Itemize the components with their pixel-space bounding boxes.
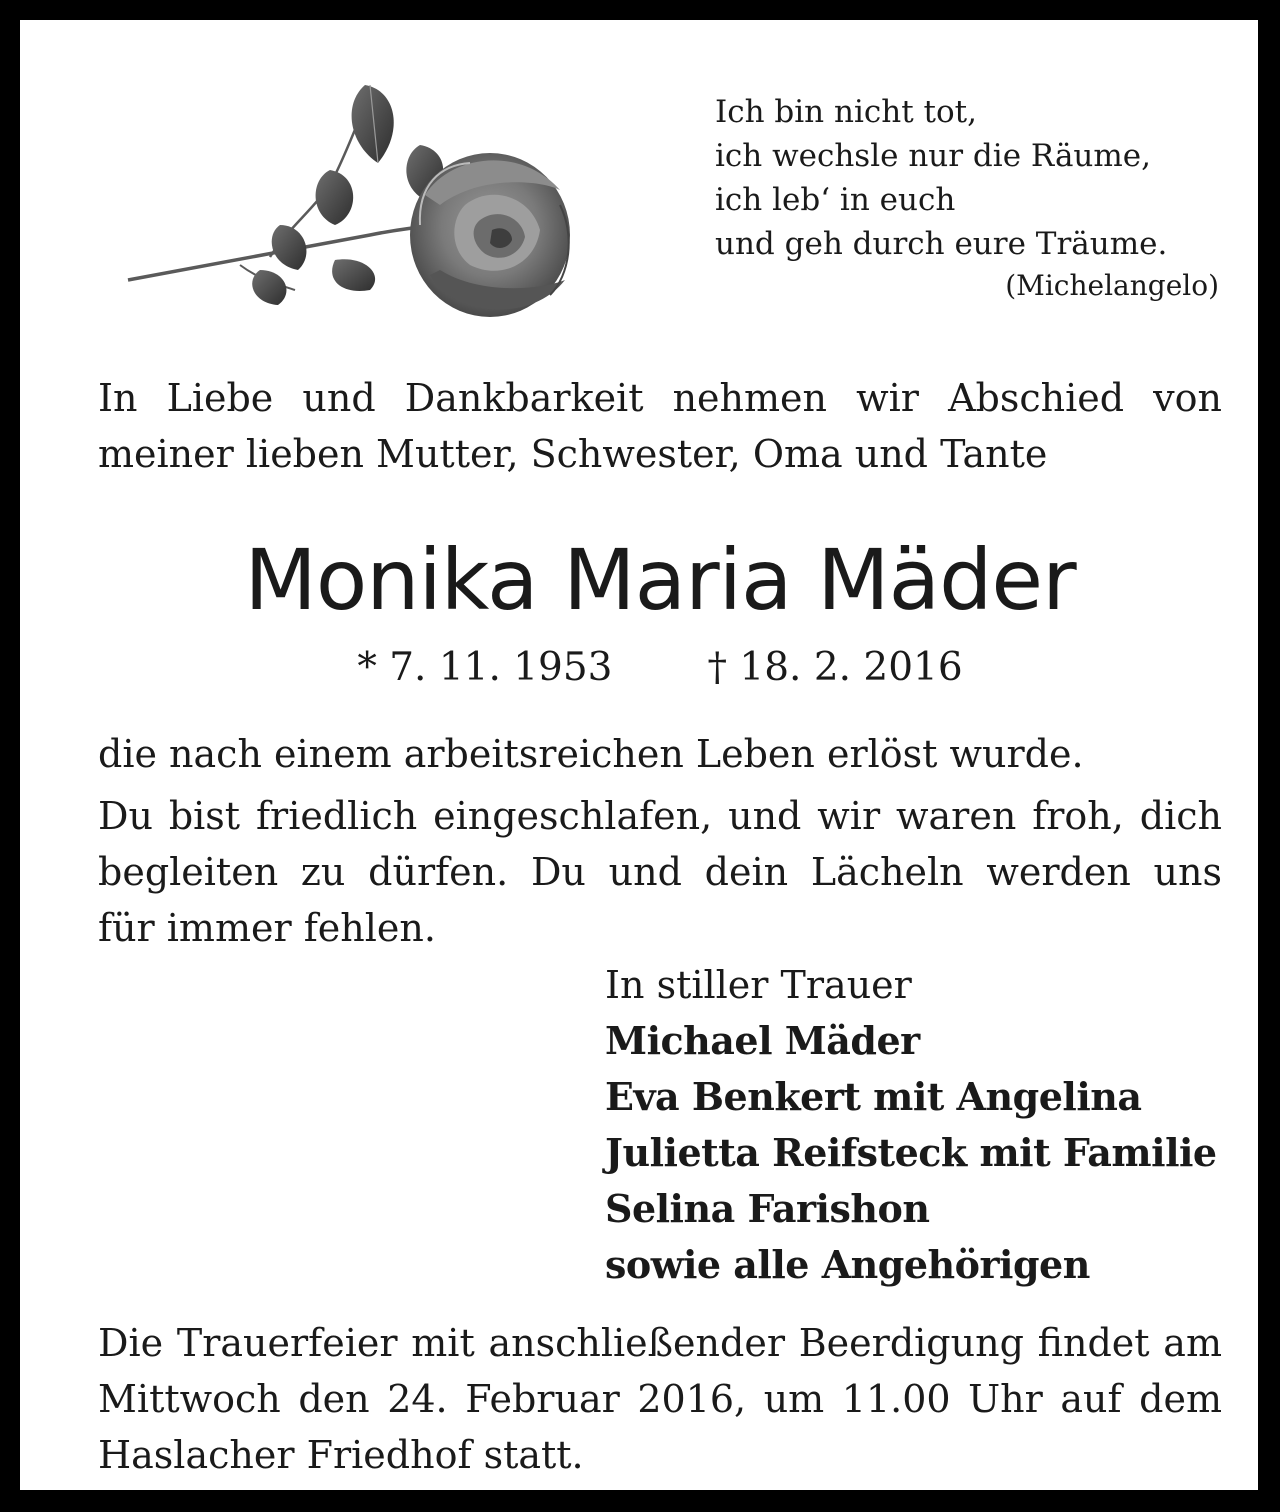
mourner-name: Selina Farishon [605, 1186, 930, 1231]
death-date: † 18. 2. 2016 [707, 645, 963, 690]
birth-date: * 7. 11. 1953 [357, 645, 613, 690]
poem [715, 90, 1225, 306]
intro-text [98, 370, 1222, 482]
rose-icon [120, 75, 580, 325]
deceased-name: Monika Maria Mäder [244, 531, 1076, 629]
mourners-lead: In stiller Trauer [605, 963, 912, 1007]
service-line: Die Trauerfeier mit anschließender Beerdigung findet am [98, 1321, 1222, 1365]
intro-line-2: meiner lieben Mutter, Schwester, Oma und Tante [98, 432, 1048, 476]
paragraph-2-line: für immer fehlen. [98, 906, 436, 950]
poem-line: Ich bin nicht tot, [715, 94, 977, 130]
service-line: Haslacher Friedhof statt. [98, 1433, 584, 1477]
poem-author: (Michelangelo) [1005, 269, 1219, 302]
paragraph-2 [98, 788, 1222, 956]
poem-line: ich leb‘ in euch [715, 182, 956, 218]
life-dates [20, 640, 1280, 696]
poem-line: ich wechsle nur die Räume, [715, 138, 1151, 174]
mourner-name: sowie alle Angehörigen [605, 1242, 1090, 1287]
poem-line: und geh durch eure Träume. [715, 226, 1168, 262]
mourner-name: Michael Mäder [605, 1018, 920, 1063]
paragraph-1: die nach einem arbeitsreichen Leben erlöst wurde. [98, 732, 1084, 776]
paragraph-2-line: Du bist friedlich eingeschlafen, und wir waren froh, dich [98, 794, 1222, 838]
mourner-name: Julietta Reifsteck mit Familie [605, 1130, 1217, 1175]
mourners-block [605, 957, 1225, 1293]
paragraph-2-line: begleiten zu dürfen. Du und dein Lächeln werden uns [98, 850, 1222, 894]
service-info [98, 1315, 1222, 1483]
service-line: Mittwoch den 24. Februar 2016, um 11.00 Uhr auf dem [98, 1377, 1222, 1421]
intro-line-1: In Liebe und Dankbarkeit nehmen wir Abschied von [98, 376, 1222, 420]
mourner-name: Eva Benkert mit Angelina [605, 1074, 1142, 1119]
